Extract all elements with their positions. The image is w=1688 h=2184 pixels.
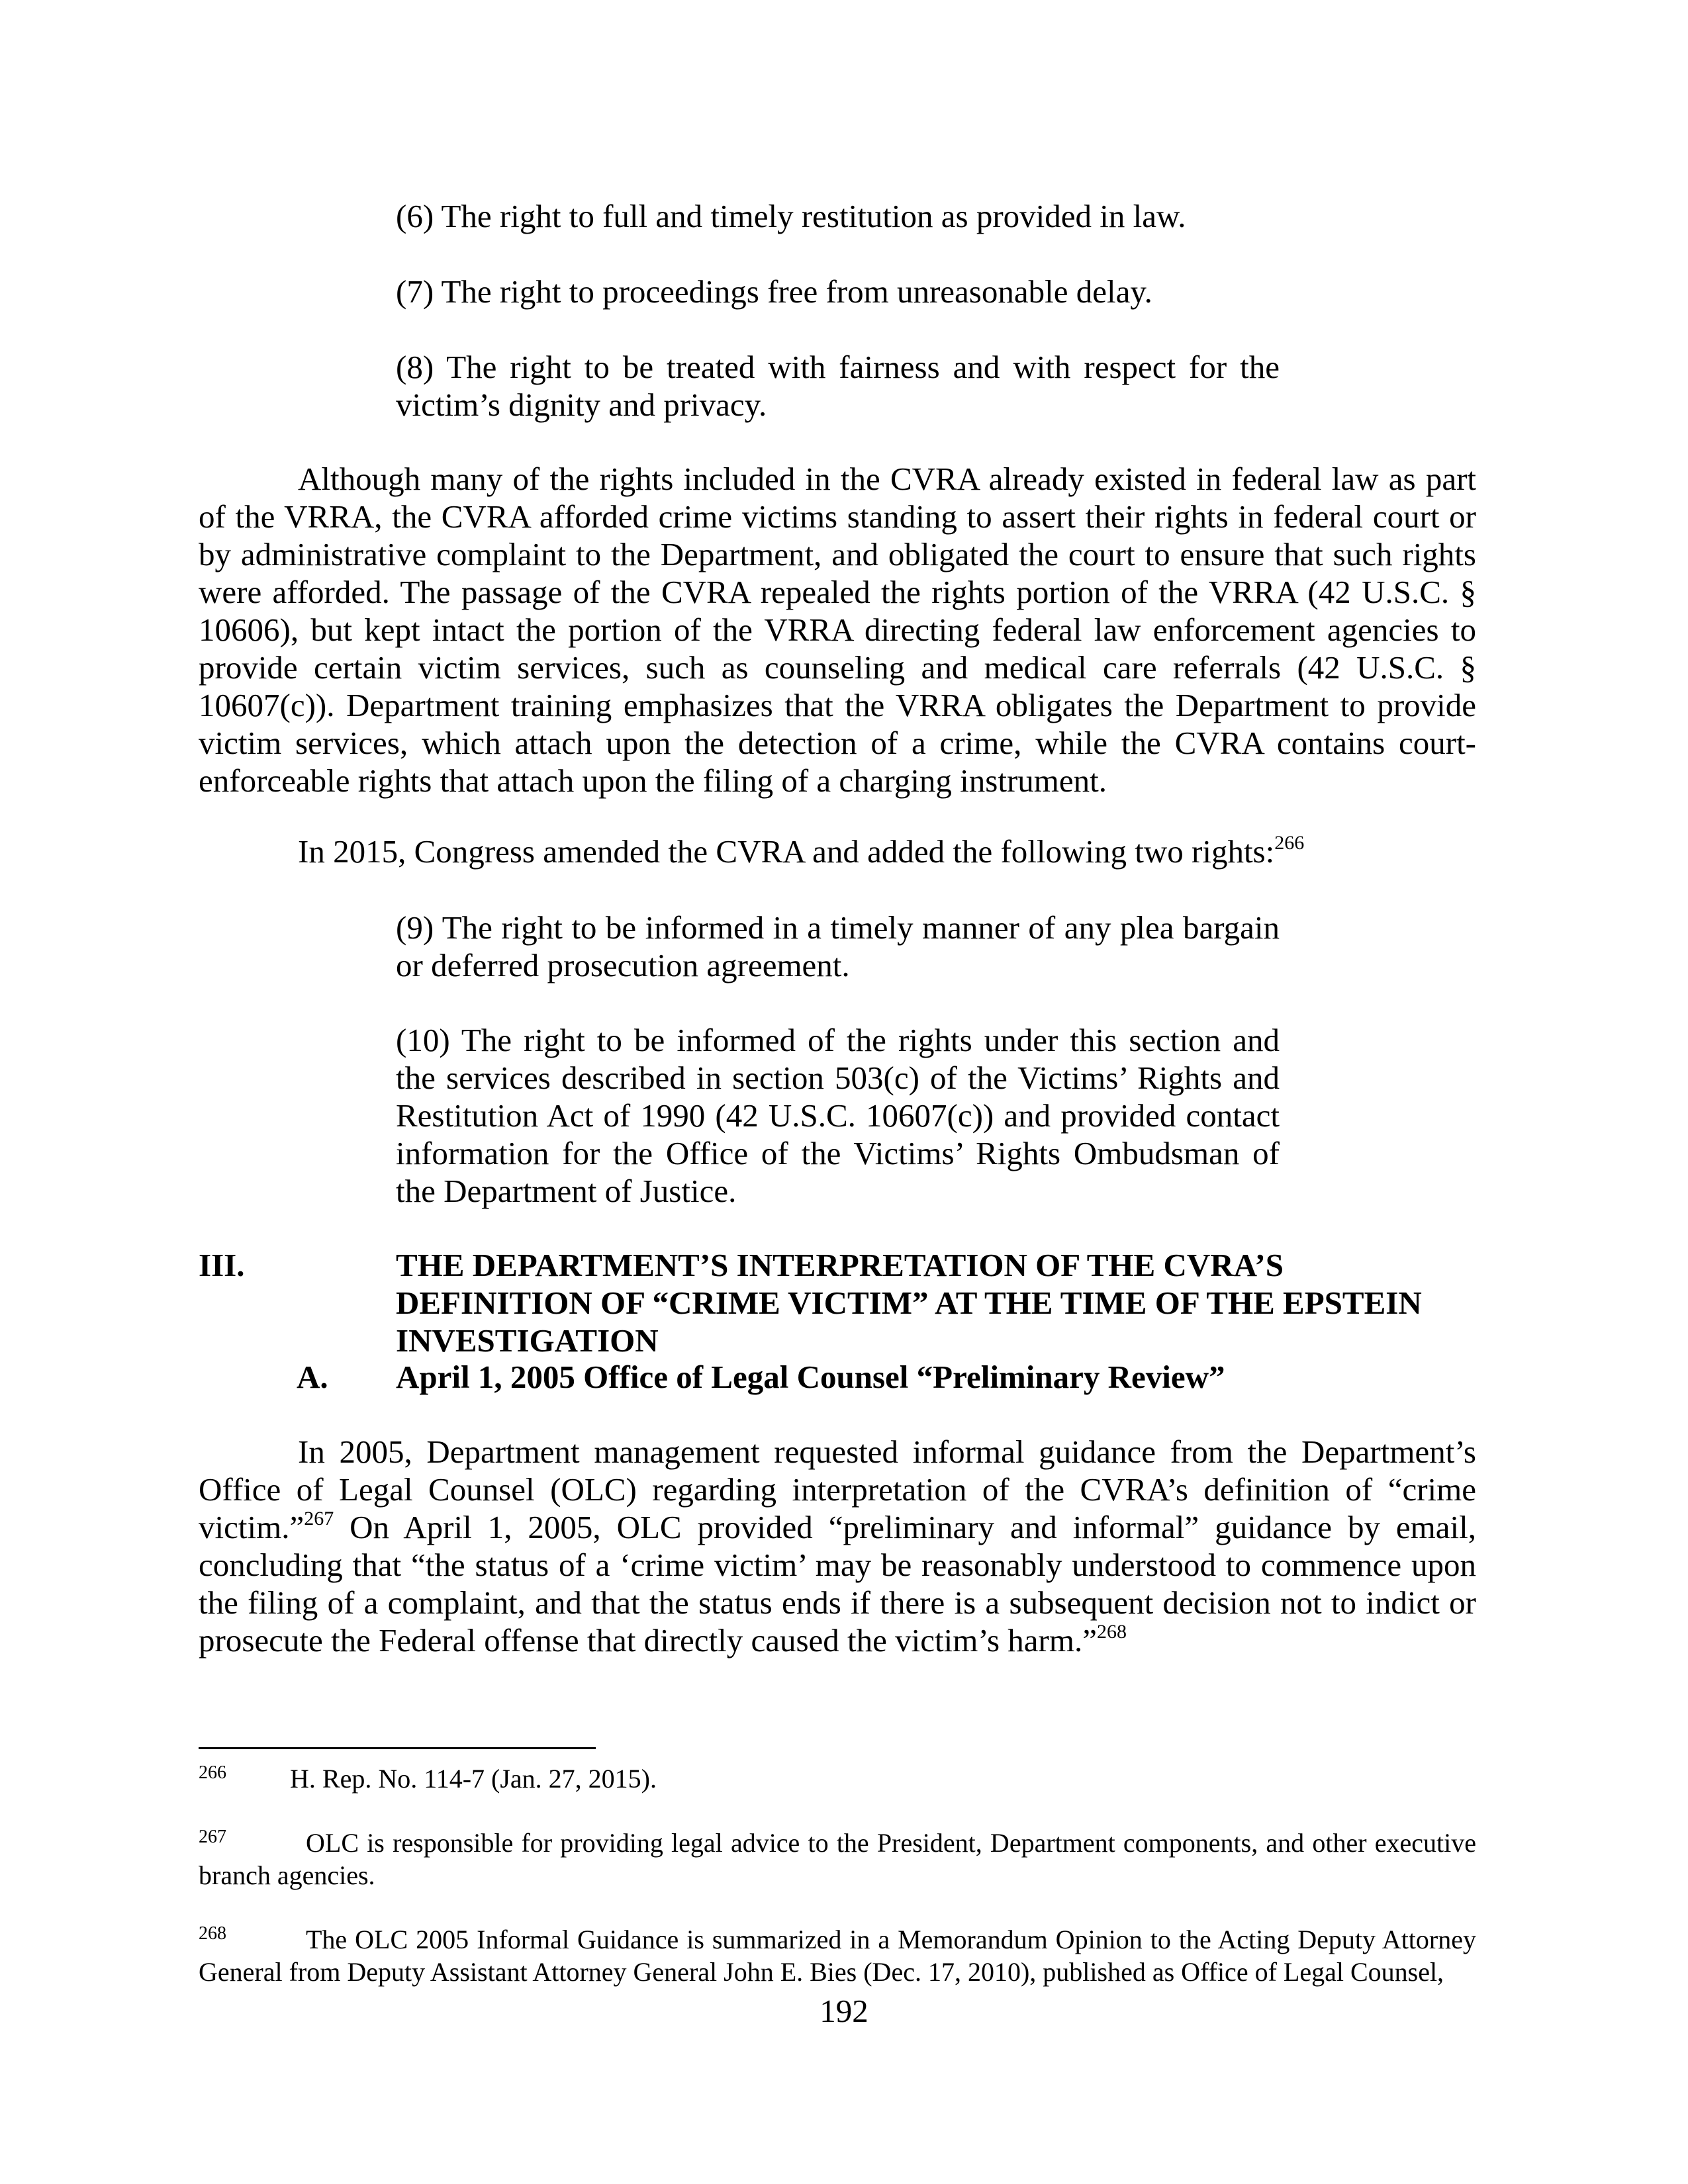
page-number: 192 [820,1993,868,2029]
subsection-title: April 1, 2005 Office of Legal Counsel “Preliminary Review” [396,1359,1225,1395]
footnote-267 [199,1827,1476,1891]
paragraph-olc-part2: On April 1, 2005, OLC provided “preliminary and informal” guidance by email, concluding that “the status of a ‘crime victim’ may be reasonably understood to commence upon the filing of a complaint, and that the status ends if there is a subsequent decision not to indict or prosecute the Federal offense that directly caused the victim’s harm.” [199,1509,1476,1659]
footnote-ref-268[interactable]: 268 [1096,1621,1127,1643]
footnote-number: 268 [199,1923,226,1944]
right-8: (8) The right to be treated with fairness and with respect for the victim’s dignity and privacy. [396,349,1280,423]
paragraph-olc-part1: In 2005, Department management requested informal guidance from the Department’s Office of Legal Counsel (OLC) regarding interpretation of the CVRA’s definition of “crime victim.” [199,1433,1476,1545]
footnote-268 [199,1923,1476,1988]
footnote-text: H. Rep. No. 114-7 (Jan. 27, 2015). [290,1764,657,1794]
footnote-text: OLC is responsible for providing legal advice to the President, Department components, and other executive branch agencies. [199,1828,1476,1890]
footnote-266 [199,1762,1476,1795]
paragraph-olc-guidance [199,1433,1476,1659]
paragraph-2015-amendment [199,833,1476,870]
subsection-letter: A. [297,1359,328,1395]
footnote-divider [199,1747,596,1749]
right-7: (7) The right to proceedings free from unreasonable delay. [396,273,1152,310]
section-title: THE DEPARTMENT’S INTERPRETATION OF THE CVRA’S DEFINITION OF “CRIME VICTIM” AT THE TIME OF THE EPSTEIN INVESTIGATION [396,1247,1422,1359]
footnote-number: 267 [199,1827,226,1847]
footnote-number: 266 [199,1762,226,1783]
footnote-ref-266[interactable]: 266 [1274,832,1305,854]
paragraph-vrra-cvra: Although many of the rights included in the CVRA already existed in federal law as part of the VRRA, the CVRA afforded crime victims standing to assert their rights in federal court or by administrative complaint to the Department, and obligated the court to ensure that such rights were afforded. The passage of the CVRA repealed the rights portion of the VRRA (42 U.S.C. § 10606), but kept intact the portion of the VRRA directing federal law enforcement agencies to provide certain victim services, such as counseling and medical care referrals (42 U.S.C. § 10607(c)). Department training emphasizes that the VRRA obligates the Department to provide victim services, which attach upon the detection of a crime, while the CVRA contains court-enforceable rights that attach upon the filing of a charging instrument. [199,461,1476,799]
section-number: III. [199,1247,245,1283]
right-10: (10) The right to be informed of the rights under this section and the services described in section 503(c) of the Victims’ Rights and Restitution Act of 1990 (42 U.S.C. 10607(c)) and provided contact information for the Office of the Victims’ Rights Ombudsman of the Department of Justice. [396,1022,1280,1209]
footnote-ref-267[interactable]: 267 [304,1508,334,1529]
section-heading [199,1246,1476,1359]
footnote-text: The OLC 2005 Informal Guidance is summarized in a Memorandum Opinion to the Acting Deputy Attorney General from Deputy Assistant Attorney General John E. Bies (Dec. 17, 2010), published as Office of Legal Counsel, [199,1925,1476,1987]
right-9: (9) The right to be informed in a timely manner of any plea bargain or deferred prosecution agreement. [396,909,1280,983]
right-6: (6) The right to full and timely restitution as provided in law. [396,198,1186,234]
subsection-heading [297,1358,1225,1396]
paragraph-2015-text: In 2015, Congress amended the CVRA and added the following two rights: [298,833,1275,870]
